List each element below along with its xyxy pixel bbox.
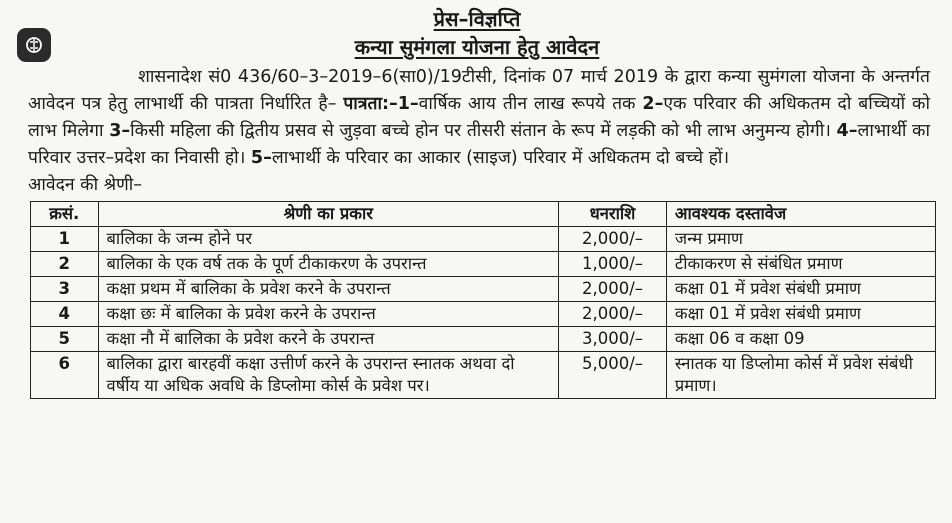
cell-document: टीकाकरण से संबंधित प्रमाण	[666, 252, 935, 277]
cell-sno: 3	[31, 277, 99, 302]
cell-amount: 3,000/–	[559, 327, 667, 352]
table-row	[31, 277, 936, 302]
cell-amount: 2,000/–	[559, 302, 667, 327]
doc-subtitle: कन्या सुमंगला योजना हेतु आवेदन	[354, 35, 600, 59]
cell-category: कक्षा प्रथम में बालिका के प्रवेश करने के उपरान्त	[98, 277, 559, 302]
table-row	[31, 352, 936, 399]
cell-document: कक्षा 01 में प्रवेश संबंधी प्रमाण	[666, 277, 935, 302]
doc-title: प्रेस–विज्ञप्ति	[433, 7, 521, 31]
eligibility-paragraph: शासनादेश सं0 436/60–3–2019–6(सा0)/19टीसी, दिनांक 07 मार्च 2019 के द्वारा कन्या सुमंगला योजना के अन्तर्गत आवेदन पत्र हेतु लाभार्थी की पात्रता निर्धारित है– पात्रता:–1–वार्षिक आय तीन लाख रूपये तक 2–एक परिवार की अधिकतम दो बच्चियों को लाभ मिलेगा 3–किसी महिला की द्वितीय प्रसव से जुड़वा बच्चे होन पर तीसरी संतान के रूप में लड़की को भी लाभ अनुमन्य होगी। 4–लाभार्थी का परिवार उत्तर–प्रदेश का निवासी हो। 5–लाभार्थी के परिवार का आकार (साइज) परिवार में अधिकतम दो बच्चे हों।	[28, 67, 931, 168]
section-label: आवेदन की श्रेणी–	[28, 175, 143, 195]
cell-category: कक्षा छः में बालिका के प्रवेश करने के उपरान्त	[98, 302, 559, 327]
cell-amount: 2,000/–	[559, 277, 667, 302]
cell-sno: 1	[31, 227, 99, 252]
table-row	[31, 252, 936, 277]
table-row	[31, 327, 936, 352]
cell-amount: 2,000/–	[559, 227, 667, 252]
cell-amount: 5,000/–	[559, 352, 667, 399]
col-sno: क्रसं.	[31, 202, 99, 227]
col-amount: धनराशि	[559, 202, 667, 227]
table-row	[31, 302, 936, 327]
cell-document: स्नातक या डिप्लोमा कोर्स में प्रवेश संबंधी प्रमाण।	[666, 352, 935, 399]
col-category: श्रेणी का प्रकार	[98, 202, 559, 227]
table-header-row	[31, 202, 936, 227]
cell-sno: 2	[31, 252, 99, 277]
cell-sno: 5	[31, 327, 99, 352]
cell-document: कक्षा 06 व कक्षा 09	[666, 327, 935, 352]
cell-amount: 1,000/–	[559, 252, 667, 277]
document-page	[18, 6, 936, 518]
table-row	[31, 227, 936, 252]
cell-category: बालिका द्वारा बारहवीं कक्षा उत्तीर्ण करने के उपरान्त स्नातक अथवा दो वर्षीय या अधिक अवधि के डिप्लोमा कोर्स के प्रवेश पर।	[98, 352, 559, 399]
cell-document: जन्म प्रमाण	[666, 227, 935, 252]
cell-category: कक्षा नौ में बालिका के प्रवेश करने के उपरान्त	[98, 327, 559, 352]
cell-sno: 4	[31, 302, 99, 327]
col-document: आवश्यक दस्तावेज	[666, 202, 935, 227]
category-table	[30, 201, 936, 399]
cell-sno: 6	[31, 352, 99, 399]
cell-category: बालिका के एक वर्ष तक के पूर्ण टीकाकरण के उपरान्त	[98, 252, 559, 277]
cell-document: कक्षा 01 में प्रवेश संबंधी प्रमाण	[666, 302, 935, 327]
cell-category: बालिका के जन्म होने पर	[98, 227, 559, 252]
